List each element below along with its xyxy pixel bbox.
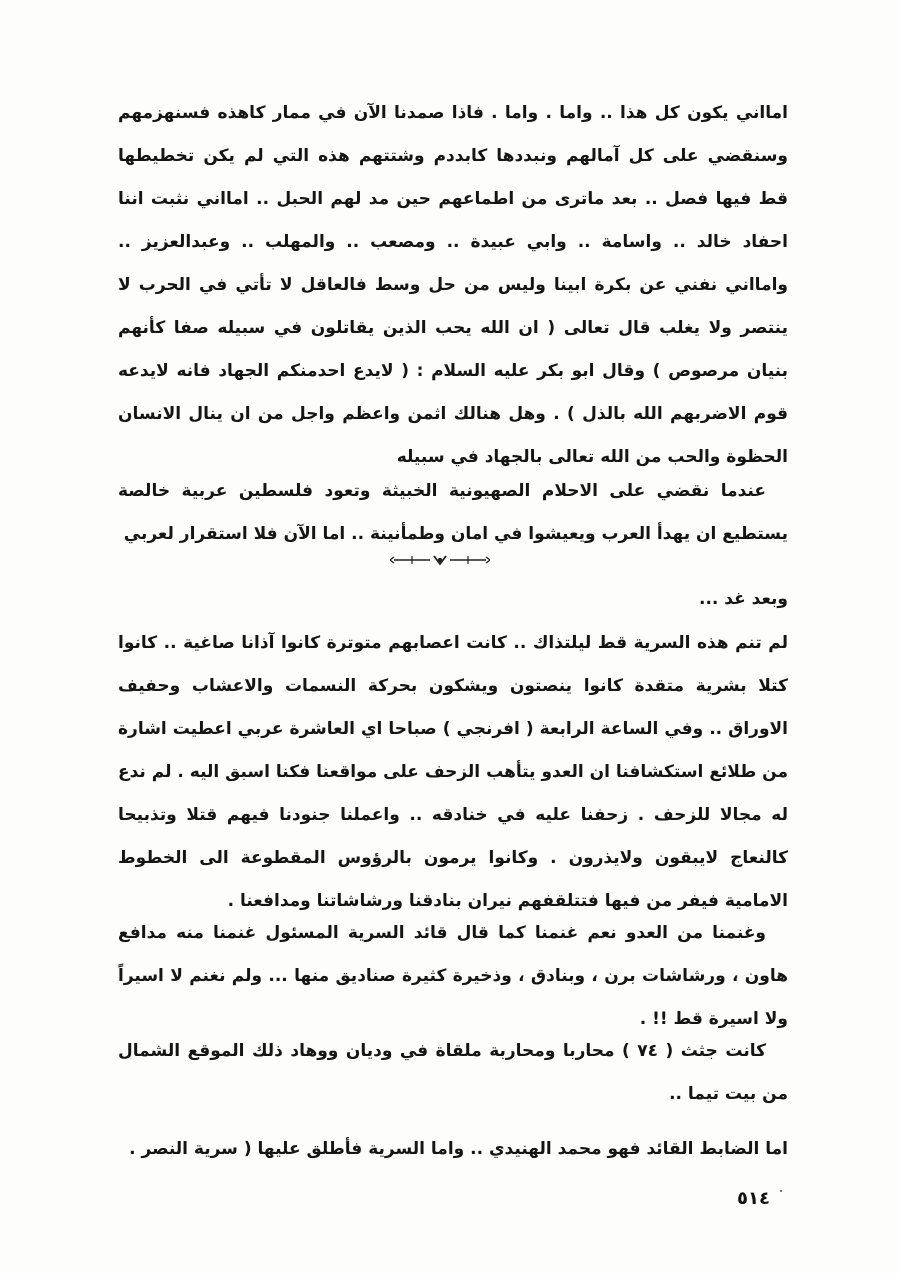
body-text-block [118, 470, 788, 556]
paragraph-4: لم تنم هذه السرية قط ليلتذاك .. كانت اعصابهم متوترة كانوا آذانا صاغية .. كانوا كتلا بشرية متقدة كانوا ينصتون ويشكون بحركة النسمات والاعشاب وحفيف الاوراق .. وفي الساعة الرابعة ( افرنجي ) صباحا اي العاشرة عربي اعطيت اشارة من طلائع استكشافنا ان العدو يتأهب الزحف على مواقعنا فكنا اسبق اليه . لم ندع له مجالا للزحف . زحفنا عليه في خنادقه .. واعملنا جنودنا فيهم قتلا وتذبيحا كالنعاج لايبقون ولايذرون . وكانوا يرمون بالرؤوس المقطوعة الى الخطوط الامامية فيفر من فيها فتتلقفهم نيران بنادقنا ورشاشاتنا ومدافعنا . [118, 633, 788, 911]
scan-speck [780, 1190, 782, 1192]
paragraph-2: عندما نقضي على الاحلام الصهيونية الخبيثة وتعود فلسطين عربية خالصة يستطيع ان يهدأ العرب ويعيشوا في امان وطمأنينة .. اما الآن فلا استقرار لعربي [118, 481, 788, 544]
paragraph-6: كانت جثث ( ٧٤ ) محاربا ومحاربة ملقاة في وديان ووهاد ذلك الموقع الشمال من بيت تيما .. [118, 1041, 788, 1104]
body-text-block [118, 578, 788, 621]
ornament-divider [390, 552, 490, 568]
paragraph-7: اما الضابط القائد فهو محمد الهنيدي .. واما السرية فأطلق عليها ( سرية النصر . [129, 1139, 788, 1159]
body-text-block [118, 622, 788, 923]
paragraph-3: وبعد غد ... [698, 589, 788, 609]
paragraph-1: امااني يكون كل هذا .. واما . واما . فاذا صمدنا الآن في ممار كاهذه فسنهزمهم وسنقضي على كل آمالهم ونبددها كابددم وشتتهم هذه التي لم يكن تخطيطها قط فيها فصل .. بعد ماترى من اطماعهم حين مد لهم الحبل .. امااني نثبت اننا احفاد خالد .. واسامة .. وابي عبيدة .. ومصعب .. والمهلب .. وعبدالعزيز .. وامااني نفني عن بكرة ابينا وليس من حل وسط فالعاقل لا تأتي في الحرب لا ينتصر ولا يغلب قال تعالى ( ان الله يحب الذين يقاتلون في سبيله صفا كأنهم بنيان مرصوص ) وقال ابو بكر عليه السلام : ( لايدع احدمنكم الجهاد فانه لايدعه قوم الاضربهم الله بالذل ) . وهل هنالك اثمن واعظم واجل من ان ينال الانسان الحظوة والحب من الله تعالى بالجهاد في سبيله [118, 103, 788, 467]
body-text-block [118, 1128, 788, 1171]
body-text-block [118, 92, 788, 479]
body-text-block [118, 912, 788, 1041]
paragraph-5: وغنمنا من العدو نعم غنمنا كما قال قائد السرية المسئول غنمنا منه مدافع هاون ، ورشاشات برن ، وبنادق ، وذخيرة كثيرة صناديق منها ... ولم نغنم لا اسيراً ولا اسيرة قط !! . [118, 923, 788, 1029]
body-text-block [118, 1030, 788, 1116]
page-number: ٥١٤ [737, 1188, 770, 1209]
